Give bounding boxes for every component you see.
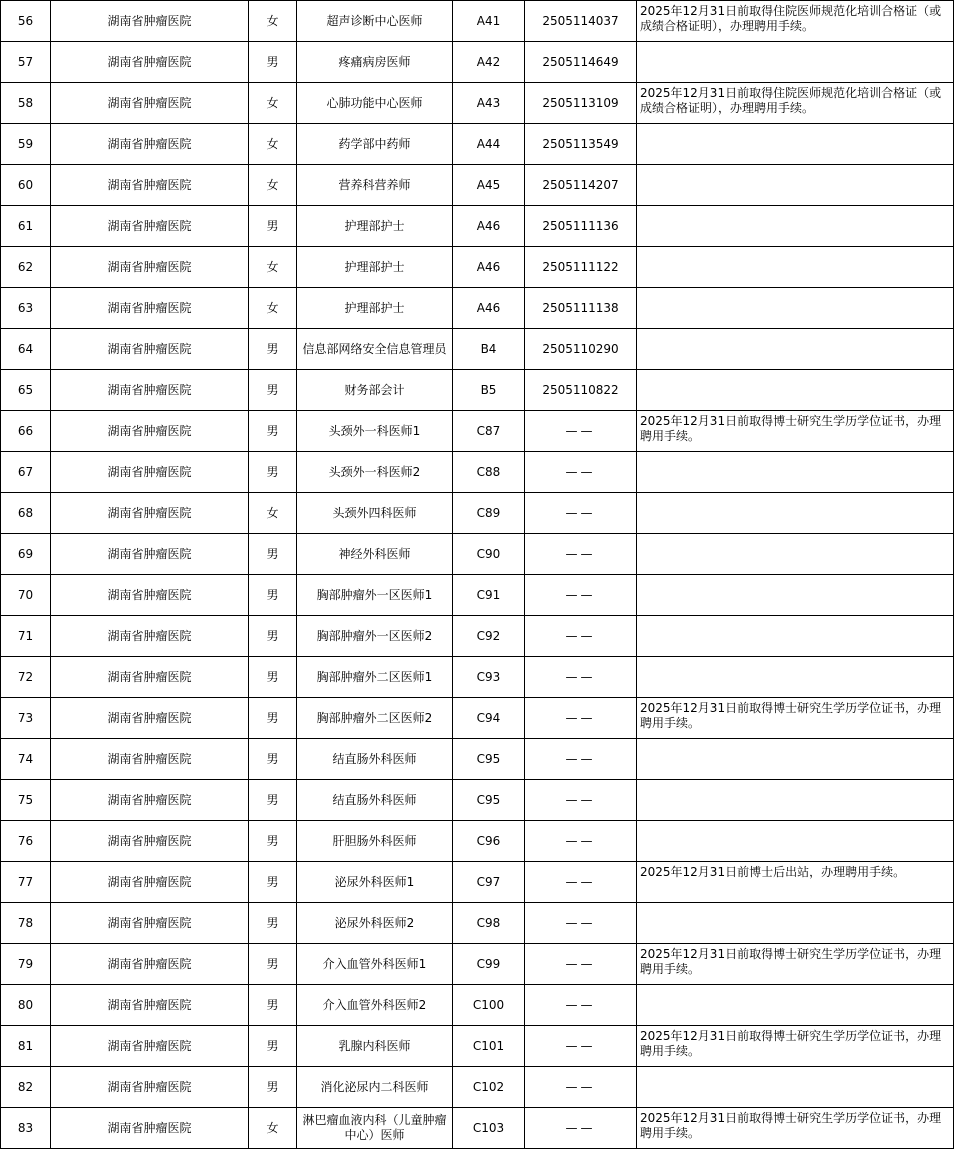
unit-cell: 湖南省肿瘤医院 [51, 288, 249, 329]
gender-cell: 男 [249, 575, 297, 616]
position-cell: 泌尿外科医师1 [297, 862, 453, 903]
gender-cell: 男 [249, 1067, 297, 1108]
unit-cell: 湖南省肿瘤医院 [51, 534, 249, 575]
position-code-cell: C100 [453, 985, 525, 1026]
serial-number-cell: 77 [1, 862, 51, 903]
unit-cell: 湖南省肿瘤医院 [51, 329, 249, 370]
gender-cell: 男 [249, 821, 297, 862]
remark-cell [637, 657, 954, 698]
gender-cell: 男 [249, 370, 297, 411]
position-code-cell: C97 [453, 862, 525, 903]
remark-cell: 2025年12月31日前取得住院医师规范化培训合格证（或成绩合格证明），办理聘用手续。 [637, 83, 954, 124]
serial-number-cell: 74 [1, 739, 51, 780]
gender-cell: 男 [249, 329, 297, 370]
serial-number-cell: 58 [1, 83, 51, 124]
position-cell: 营养科营养师 [297, 165, 453, 206]
remark-cell [637, 985, 954, 1026]
gender-cell: 男 [249, 452, 297, 493]
position-cell: 结直肠外科医师 [297, 739, 453, 780]
table-row [1, 206, 954, 247]
remark-cell [637, 42, 954, 83]
gender-cell: 男 [249, 616, 297, 657]
position-cell: 乳腺内科医师 [297, 1026, 453, 1067]
serial-number-cell: 57 [1, 42, 51, 83]
remark-cell [637, 165, 954, 206]
position-code-cell: A42 [453, 42, 525, 83]
serial-number-cell: 75 [1, 780, 51, 821]
position-cell: 胸部肿瘤外一区医师1 [297, 575, 453, 616]
serial-number-cell: 61 [1, 206, 51, 247]
table-row [1, 1, 954, 42]
remark-cell [637, 206, 954, 247]
unit-cell: 湖南省肿瘤医院 [51, 985, 249, 1026]
gender-cell: 男 [249, 206, 297, 247]
position-cell: 结直肠外科医师 [297, 780, 453, 821]
exam-id-cell: —— [525, 657, 637, 698]
gender-cell: 男 [249, 534, 297, 575]
gender-cell: 女 [249, 288, 297, 329]
remark-cell [637, 329, 954, 370]
position-cell: 财务部会计 [297, 370, 453, 411]
gender-cell: 女 [249, 247, 297, 288]
unit-cell: 湖南省肿瘤医院 [51, 42, 249, 83]
serial-number-cell: 82 [1, 1067, 51, 1108]
unit-cell: 湖南省肿瘤医院 [51, 83, 249, 124]
exam-id-cell: —— [525, 698, 637, 739]
position-cell: 头颈外四科医师 [297, 493, 453, 534]
gender-cell: 男 [249, 944, 297, 985]
position-cell: 胸部肿瘤外一区医师2 [297, 616, 453, 657]
serial-number-cell: 83 [1, 1108, 51, 1149]
exam-id-cell: —— [525, 1108, 637, 1149]
unit-cell: 湖南省肿瘤医院 [51, 657, 249, 698]
position-cell: 信息部网络安全信息管理员 [297, 329, 453, 370]
serial-number-cell: 72 [1, 657, 51, 698]
unit-cell: 湖南省肿瘤医院 [51, 370, 249, 411]
exam-id-cell: —— [525, 944, 637, 985]
position-cell: 泌尿外科医师2 [297, 903, 453, 944]
table-row [1, 124, 954, 165]
table-row [1, 780, 954, 821]
position-code-cell: C92 [453, 616, 525, 657]
table-row [1, 452, 954, 493]
position-code-cell: C99 [453, 944, 525, 985]
position-code-cell: C102 [453, 1067, 525, 1108]
serial-number-cell: 70 [1, 575, 51, 616]
position-cell: 介入血管外科医师2 [297, 985, 453, 1026]
position-code-cell: C93 [453, 657, 525, 698]
unit-cell: 湖南省肿瘤医院 [51, 616, 249, 657]
serial-number-cell: 68 [1, 493, 51, 534]
table-row [1, 575, 954, 616]
position-code-cell: C96 [453, 821, 525, 862]
table-row [1, 83, 954, 124]
serial-number-cell: 71 [1, 616, 51, 657]
position-code-cell: C95 [453, 739, 525, 780]
position-code-cell: A46 [453, 247, 525, 288]
exam-id-cell: 2505113109 [525, 83, 637, 124]
table-row [1, 739, 954, 780]
exam-id-cell: 2505114649 [525, 42, 637, 83]
remark-cell [637, 575, 954, 616]
remark-cell [637, 903, 954, 944]
table-row [1, 247, 954, 288]
remark-cell: 2025年12月31日前取得博士研究生学历学位证书，办理聘用手续。 [637, 1026, 954, 1067]
table-row [1, 1067, 954, 1108]
table-row [1, 944, 954, 985]
serial-number-cell: 78 [1, 903, 51, 944]
remark-cell [637, 780, 954, 821]
exam-id-cell: 2505114207 [525, 165, 637, 206]
position-code-cell: B5 [453, 370, 525, 411]
table-row [1, 165, 954, 206]
unit-cell: 湖南省肿瘤医院 [51, 575, 249, 616]
position-cell: 消化泌尿内二科医师 [297, 1067, 453, 1108]
exam-id-cell: —— [525, 534, 637, 575]
unit-cell: 湖南省肿瘤医院 [51, 452, 249, 493]
remark-cell [637, 247, 954, 288]
gender-cell: 男 [249, 739, 297, 780]
gender-cell: 男 [249, 862, 297, 903]
unit-cell: 湖南省肿瘤医院 [51, 739, 249, 780]
unit-cell: 湖南省肿瘤医院 [51, 862, 249, 903]
table-row [1, 411, 954, 452]
exam-id-cell: —— [525, 1067, 637, 1108]
position-cell: 胸部肿瘤外二区医师2 [297, 698, 453, 739]
remark-cell: 2025年12月31日前取得博士研究生学历学位证书，办理聘用手续。 [637, 944, 954, 985]
serial-number-cell: 81 [1, 1026, 51, 1067]
position-cell: 护理部护士 [297, 247, 453, 288]
serial-number-cell: 65 [1, 370, 51, 411]
remark-cell [637, 534, 954, 575]
remark-cell: 2025年12月31日前取得住院医师规范化培训合格证（或成绩合格证明），办理聘用手续。 [637, 1, 954, 42]
position-cell: 介入血管外科医师1 [297, 944, 453, 985]
exam-id-cell: —— [525, 1026, 637, 1067]
position-code-cell: A46 [453, 288, 525, 329]
remark-cell [637, 288, 954, 329]
position-cell: 心肺功能中心医师 [297, 83, 453, 124]
remark-cell [637, 739, 954, 780]
position-code-cell: C103 [453, 1108, 525, 1149]
table-row [1, 862, 954, 903]
serial-number-cell: 64 [1, 329, 51, 370]
remark-cell [637, 124, 954, 165]
table-body [1, 1, 954, 1149]
gender-cell: 男 [249, 780, 297, 821]
unit-cell: 湖南省肿瘤医院 [51, 247, 249, 288]
position-code-cell: C90 [453, 534, 525, 575]
unit-cell: 湖南省肿瘤医院 [51, 698, 249, 739]
exam-id-cell: —— [525, 780, 637, 821]
gender-cell: 男 [249, 985, 297, 1026]
gender-cell: 男 [249, 698, 297, 739]
unit-cell: 湖南省肿瘤医院 [51, 1, 249, 42]
table-row [1, 493, 954, 534]
serial-number-cell: 63 [1, 288, 51, 329]
remark-cell [637, 452, 954, 493]
serial-number-cell: 56 [1, 1, 51, 42]
exam-id-cell: —— [525, 985, 637, 1026]
exam-id-cell: 2505110822 [525, 370, 637, 411]
table-row [1, 370, 954, 411]
position-code-cell: A45 [453, 165, 525, 206]
exam-id-cell: —— [525, 821, 637, 862]
unit-cell: 湖南省肿瘤医院 [51, 206, 249, 247]
position-cell: 药学部中药师 [297, 124, 453, 165]
position-cell: 头颈外一科医师1 [297, 411, 453, 452]
exam-id-cell: 2505113549 [525, 124, 637, 165]
unit-cell: 湖南省肿瘤医院 [51, 411, 249, 452]
unit-cell: 湖南省肿瘤医院 [51, 903, 249, 944]
table-row [1, 1026, 954, 1067]
serial-number-cell: 62 [1, 247, 51, 288]
serial-number-cell: 79 [1, 944, 51, 985]
exam-id-cell: 2505111122 [525, 247, 637, 288]
remark-cell: 2025年12月31日前取得博士研究生学历学位证书，办理聘用手续。 [637, 411, 954, 452]
exam-id-cell: 2505111138 [525, 288, 637, 329]
position-cell: 疼痛病房医师 [297, 42, 453, 83]
unit-cell: 湖南省肿瘤医院 [51, 493, 249, 534]
serial-number-cell: 69 [1, 534, 51, 575]
gender-cell: 男 [249, 42, 297, 83]
position-cell: 神经外科医师 [297, 534, 453, 575]
exam-id-cell: —— [525, 739, 637, 780]
gender-cell: 男 [249, 903, 297, 944]
exam-id-cell: —— [525, 903, 637, 944]
position-cell: 头颈外一科医师2 [297, 452, 453, 493]
position-code-cell: A44 [453, 124, 525, 165]
table-row [1, 1108, 954, 1149]
position-cell: 超声诊断中心医师 [297, 1, 453, 42]
serial-number-cell: 60 [1, 165, 51, 206]
unit-cell: 湖南省肿瘤医院 [51, 780, 249, 821]
gender-cell: 女 [249, 83, 297, 124]
position-code-cell: C87 [453, 411, 525, 452]
position-code-cell: C88 [453, 452, 525, 493]
position-cell: 淋巴瘤血液内科（儿童肿瘤中心）医师 [297, 1108, 453, 1149]
exam-id-cell: —— [525, 411, 637, 452]
remark-cell [637, 821, 954, 862]
table-row [1, 698, 954, 739]
position-cell: 胸部肿瘤外二区医师1 [297, 657, 453, 698]
position-code-cell: C91 [453, 575, 525, 616]
position-code-cell: C95 [453, 780, 525, 821]
position-code-cell: B4 [453, 329, 525, 370]
position-cell: 护理部护士 [297, 288, 453, 329]
unit-cell: 湖南省肿瘤医院 [51, 1026, 249, 1067]
remark-cell: 2025年12月31日前取得博士研究生学历学位证书，办理聘用手续。 [637, 1108, 954, 1149]
position-cell: 肝胆肠外科医师 [297, 821, 453, 862]
unit-cell: 湖南省肿瘤医院 [51, 1108, 249, 1149]
unit-cell: 湖南省肿瘤医院 [51, 944, 249, 985]
gender-cell: 女 [249, 1108, 297, 1149]
unit-cell: 湖南省肿瘤医院 [51, 1067, 249, 1108]
exam-id-cell: —— [525, 452, 637, 493]
table-row [1, 903, 954, 944]
table-row [1, 657, 954, 698]
unit-cell: 湖南省肿瘤医院 [51, 165, 249, 206]
exam-id-cell: 2505114037 [525, 1, 637, 42]
table-row [1, 329, 954, 370]
remark-cell [637, 370, 954, 411]
table-row [1, 42, 954, 83]
table-row [1, 288, 954, 329]
serial-number-cell: 66 [1, 411, 51, 452]
table-row [1, 616, 954, 657]
gender-cell: 男 [249, 1026, 297, 1067]
serial-number-cell: 76 [1, 821, 51, 862]
serial-number-cell: 73 [1, 698, 51, 739]
position-code-cell: C101 [453, 1026, 525, 1067]
gender-cell: 女 [249, 493, 297, 534]
position-code-cell: A46 [453, 206, 525, 247]
exam-id-cell: —— [525, 616, 637, 657]
position-code-cell: C89 [453, 493, 525, 534]
position-code-cell: C94 [453, 698, 525, 739]
serial-number-cell: 67 [1, 452, 51, 493]
table-row [1, 821, 954, 862]
position-code-cell: A41 [453, 1, 525, 42]
remark-cell: 2025年12月31日前博士后出站，办理聘用手续。 [637, 862, 954, 903]
exam-id-cell: —— [525, 575, 637, 616]
serial-number-cell: 80 [1, 985, 51, 1026]
gender-cell: 男 [249, 657, 297, 698]
gender-cell: 女 [249, 1, 297, 42]
position-cell: 护理部护士 [297, 206, 453, 247]
position-code-cell: A43 [453, 83, 525, 124]
table-row [1, 985, 954, 1026]
unit-cell: 湖南省肿瘤医院 [51, 821, 249, 862]
unit-cell: 湖南省肿瘤医院 [51, 124, 249, 165]
exam-id-cell: 2505111136 [525, 206, 637, 247]
table-row [1, 534, 954, 575]
serial-number-cell: 59 [1, 124, 51, 165]
remark-cell: 2025年12月31日前取得博士研究生学历学位证书，办理聘用手续。 [637, 698, 954, 739]
remark-cell [637, 616, 954, 657]
exam-id-cell: 2505110290 [525, 329, 637, 370]
gender-cell: 女 [249, 124, 297, 165]
position-code-cell: C98 [453, 903, 525, 944]
exam-id-cell: —— [525, 862, 637, 903]
gender-cell: 男 [249, 411, 297, 452]
remark-cell [637, 493, 954, 534]
exam-id-cell: —— [525, 493, 637, 534]
gender-cell: 女 [249, 165, 297, 206]
remark-cell [637, 1067, 954, 1108]
